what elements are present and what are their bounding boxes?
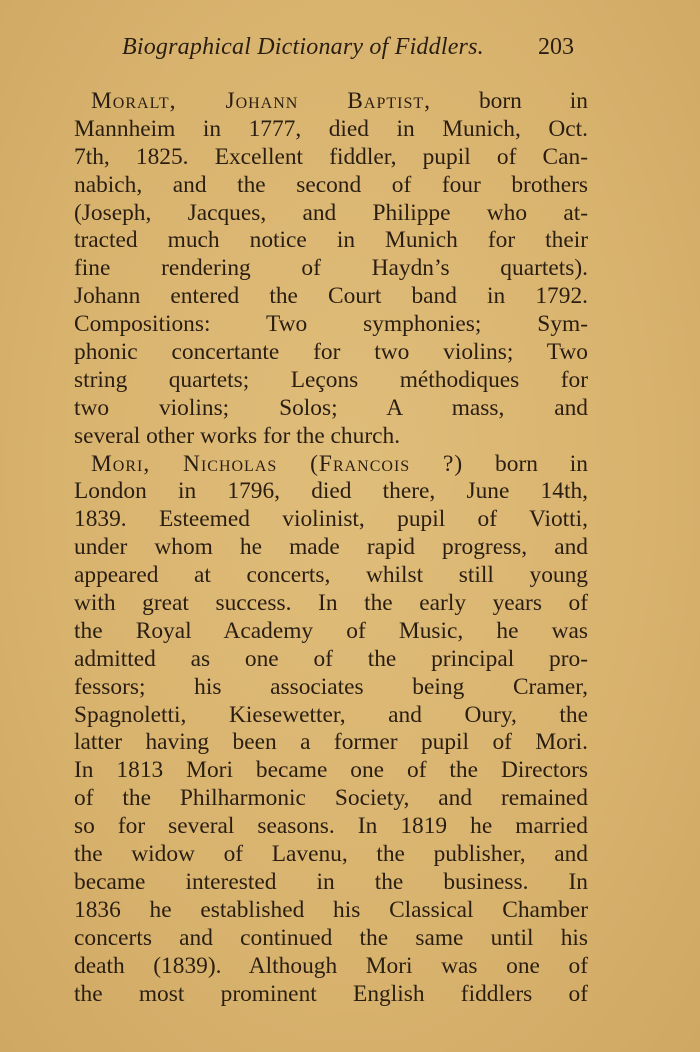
running-head [0, 30, 700, 70]
text-line: phonic concertante for two violins; Two [74, 339, 588, 366]
text-line: tracted much notice in Munich for their [74, 227, 588, 254]
text-line: Moralt, Johann Baptist, born in [91, 88, 588, 114]
text-line: fine rendering of Haydn’s quartets). [74, 255, 588, 282]
entry-mori [74, 451, 588, 1009]
text-line: (Joseph, Jacques, and Philippe who at- [74, 199, 588, 226]
text-line: 1836 he established his Classical Chamber [74, 896, 588, 923]
text-line: became interested in the business. In [74, 868, 588, 895]
text-line: nabich, and the second of four brothers [74, 171, 588, 198]
entry-name: Mori, Nicholas (Francois ?) [91, 450, 464, 477]
entry-name: Moralt, Johann Baptist, [91, 88, 431, 114]
text-line: 1839. Esteemed violinist, pupil of Viotti, [74, 506, 588, 533]
text-line: so for several seasons. In 1819 he married [74, 813, 588, 840]
text-line: the widow of Lavenu, the publisher, and [74, 841, 588, 868]
page-number: 203 [538, 34, 574, 60]
text-line: two violins; Solos; A mass, and [74, 394, 588, 421]
text-line: with great success. In the early years of [74, 590, 588, 617]
text-line: appeared at concerts, whilst still young [74, 562, 588, 589]
text-line: Johann entered the Court band in 1792. [74, 283, 588, 310]
text-line: admitted as one of the principal pro- [74, 645, 588, 672]
text-line: fessors; his associates being Cramer, [74, 673, 588, 700]
text-line: the most prominent English fiddlers of [74, 980, 588, 1007]
text-line: Spagnoletti, Kiesewetter, and Oury, the [74, 701, 588, 728]
entry-moralt [74, 88, 588, 451]
text-line: several other works for the church. [74, 422, 401, 449]
text-line: latter having been a former pupil of Mori. [74, 729, 588, 756]
text-line: of the Philharmonic Society, and remained [74, 785, 588, 812]
text-line: Compositions: Two symphonies; Sym- [74, 311, 588, 338]
text-line: 7th, 1825. Excellent fiddler, pupil of Can- [74, 143, 588, 170]
text-line: London in 1796, died there, June 14th, [74, 478, 588, 505]
text-line: string quartets; Leçons méthodiques for [74, 366, 588, 393]
text-line: the Royal Academy of Music, he was [74, 617, 588, 644]
text-line: Mori, Nicholas (Francois ?) born in [91, 450, 588, 477]
text-block [74, 88, 588, 1008]
text-line: under whom he made rapid progress, and [74, 534, 588, 561]
text-line: death (1839). Although Mori was one of [74, 952, 588, 979]
running-title: Biographical Dictionary of Fiddlers. [122, 34, 484, 60]
text-line: In 1813 Mori became one of the Directors [74, 757, 588, 784]
text-line: concerts and continued the same until his [74, 924, 588, 951]
text-line: Mannheim in 1777, died in Munich, Oct. [74, 115, 588, 142]
